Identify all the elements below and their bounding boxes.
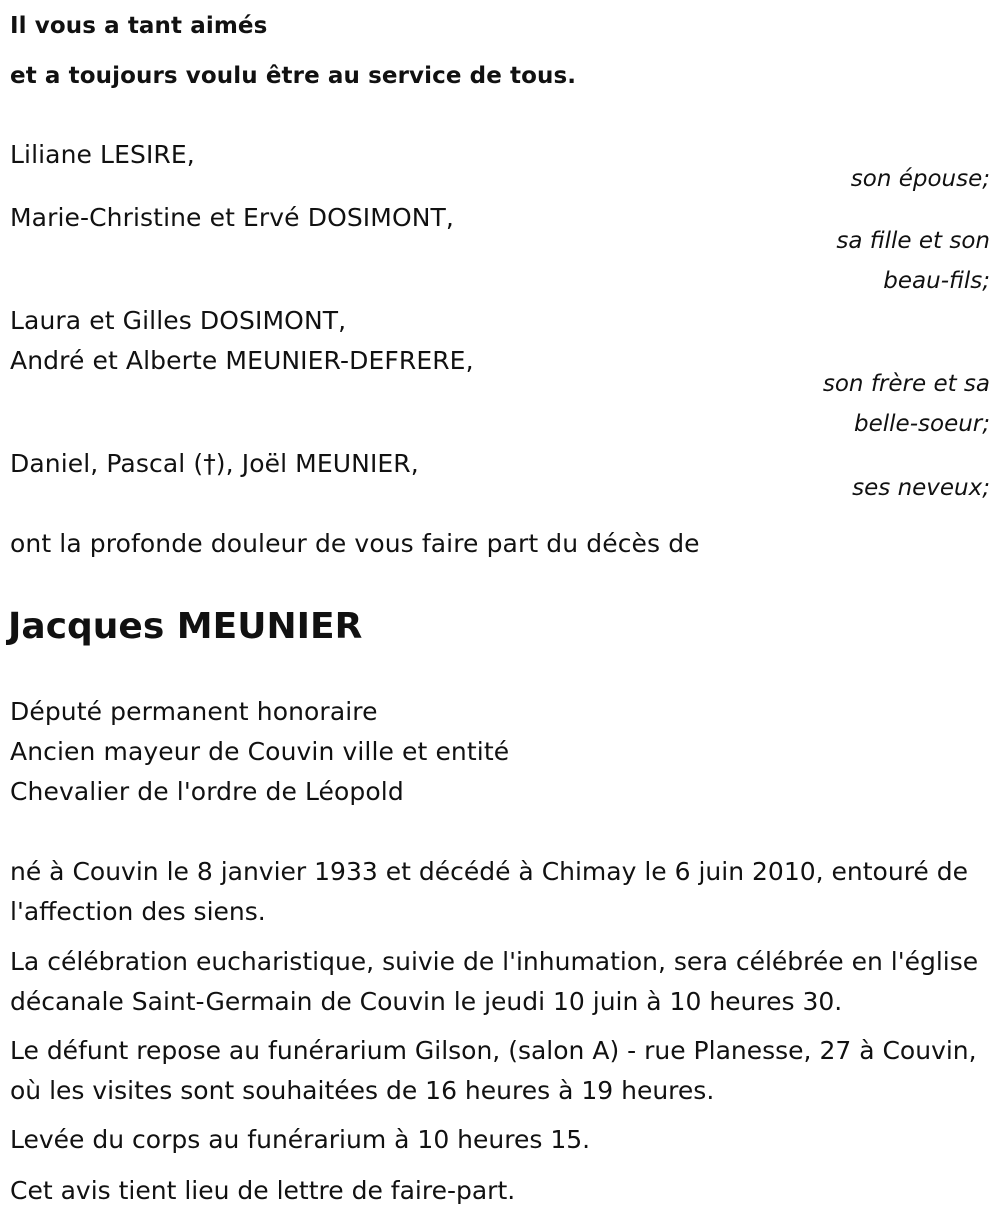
family-name-spouse: Liliane LESIRE, [10,140,195,169]
relation-brother-line-2: belle-soeur; [854,411,990,437]
paragraph-notice: Cet avis tient lieu de lettre de faire-part. [10,1176,516,1205]
family-name-grandchildren: Laura et Gilles DOSIMONT, [10,306,347,335]
deceased-name: Jacques MEUNIER [8,606,363,647]
family-name-brother: André et Alberte MEUNIER-DEFRERE, [10,346,474,375]
deceased-title: Chevalier de l'ordre de Léopold [10,777,404,806]
paragraph-funeral-home: Le défunt repose au funérarium Gilson, (salon A) - rue Planesse, 27 à Couvin, où les visites sont souhaitées de 16 heures à 19 heures. [10,1036,977,1105]
deceased-title: Député permanent honoraire [10,697,378,726]
intro-line-2: et a toujours voulu être au service de tous. [10,63,577,89]
deceased-title: Ancien mayeur de Couvin ville et entité [10,737,510,766]
family-name-nephews: Daniel, Pascal (†), Joël MEUNIER, [10,449,419,478]
intro-line-1: Il vous a tant aimés [10,13,268,39]
paragraph-departure: Levée du corps au funérarium à 10 heures 15. [10,1125,591,1154]
relation-nephews: ses neveux; [852,475,990,501]
family-name-daughter: Marie-Christine et Ervé DOSIMONT, [10,203,454,232]
relation-spouse: son épouse; [850,166,990,192]
paragraph-ceremony: La célébration eucharistique, suivie de l'inhumation, sera célébrée en l'église décanale Saint-Germain de Couvin le jeudi 10 juin à 10 heures 30. [10,947,979,1016]
announcement-text: ont la profonde douleur de vous faire part du décès de [10,529,700,558]
relation-daughter-line-2: beau-fils; [883,268,990,294]
relation-daughter-line-1: sa fille et son [836,228,990,254]
paragraph-birth-death: né à Couvin le 8 janvier 1933 et décédé à Chimay le 6 juin 2010, entouré de l'affection des siens. [10,857,968,926]
relation-brother-line-1: son frère et sa [822,371,990,397]
